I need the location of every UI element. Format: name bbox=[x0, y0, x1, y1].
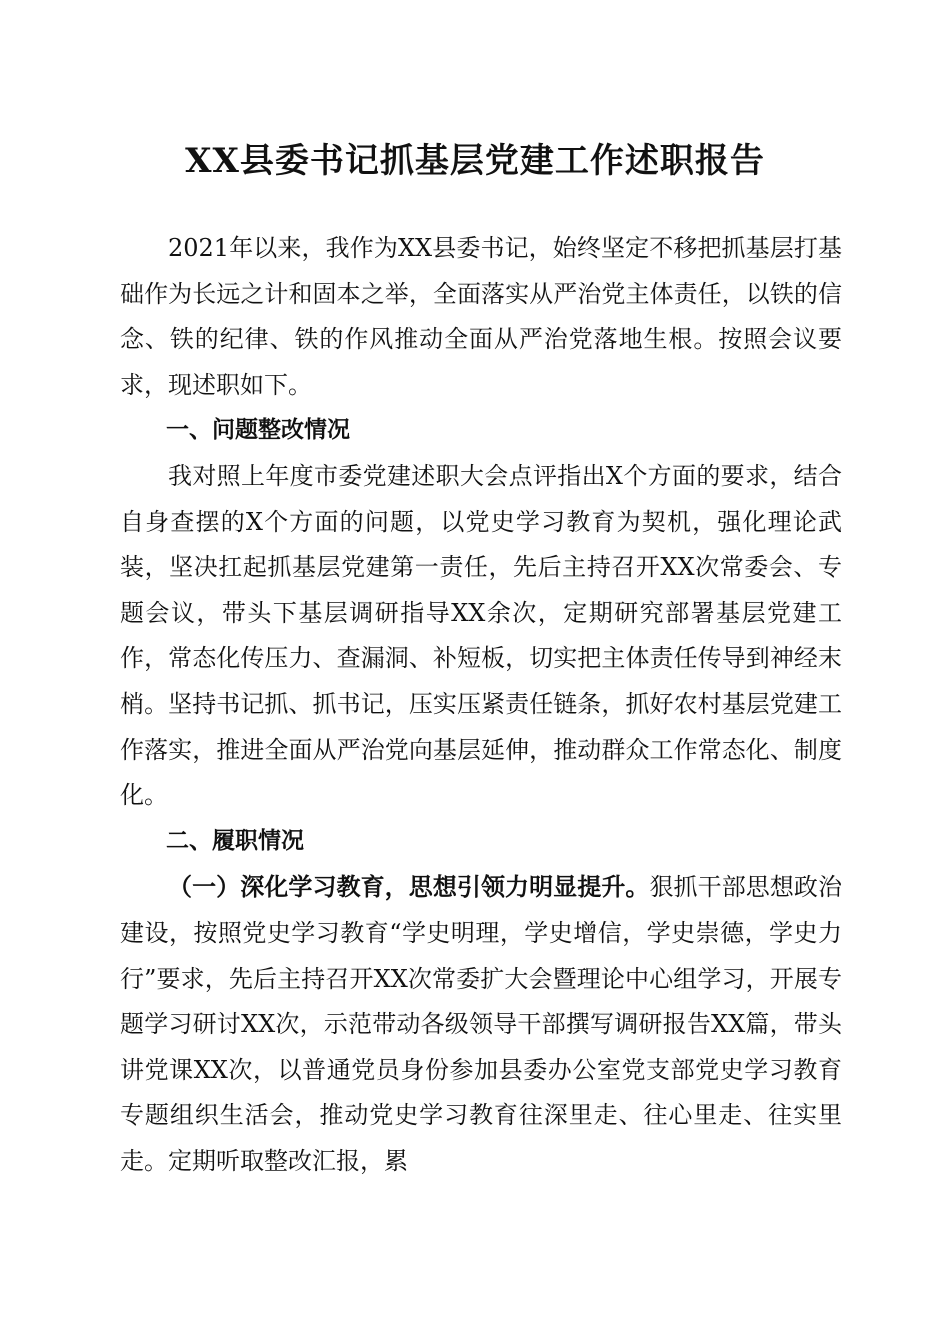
document-title: XX县委书记抓基层党建工作述职报告 bbox=[185, 141, 765, 181]
duties-paragraph bbox=[120, 864, 842, 1184]
rectification-paragraph: 我对照上年度市委党建述职大会点评指出X个方面的要求，结合自身查摆的X个方面的问题，以党史学习教育为契机，强化理论武装，坚决扛起抓基层党建第一责任，先后主持召开XX次常委会、专题会议，带头下基层调研指导XX余次，定期研究部署基层党建工作，常态化传压力、查漏洞、补短板，切实把主体责任传导到神经末梢。坚持书记抓、抓书记，压实压紧责任链条，抓好农村基层党建工作落实，推进全面从严治党向基层延伸，推动群众工作常态化、制度化。 bbox=[120, 461, 842, 810]
section-heading-rectification: 一、问题整改情况 bbox=[166, 417, 350, 444]
subsection-lead-study: （一）深化学习教育，思想引领力明显提升。 bbox=[168, 872, 650, 902]
intro-paragraph: 2021年以来，我作为XX县委书记，始终坚定不移把抓基层打基础作为长远之计和固本之举，全面落实从严治党主体责任，以铁的信念、铁的纪律、铁的作风推动全面从严治党落地生根。按照会议要求，现述职如下。 bbox=[120, 234, 842, 399]
subsection-text-study: 狠抓干部思想政治建设，按照党史学习教育“学史明理，学史增信，学史崇德，学史力行”要求，先后主持召开XX次常委扩大会暨理论中心组学习，开展专题学习研讨XX次，示范带动各级领导干部撰写调研报告XX篇，带头讲党课XX次，以普通党员身份参加县委办公室党支部党史学习教育专题组织生活会，推动党史学习教育往深里走、往心里走、往实里走。定期听取整改汇报，累 bbox=[120, 873, 843, 1175]
document-body bbox=[120, 226, 842, 1184]
section-heading-duties: 二、履职情况 bbox=[166, 827, 304, 854]
